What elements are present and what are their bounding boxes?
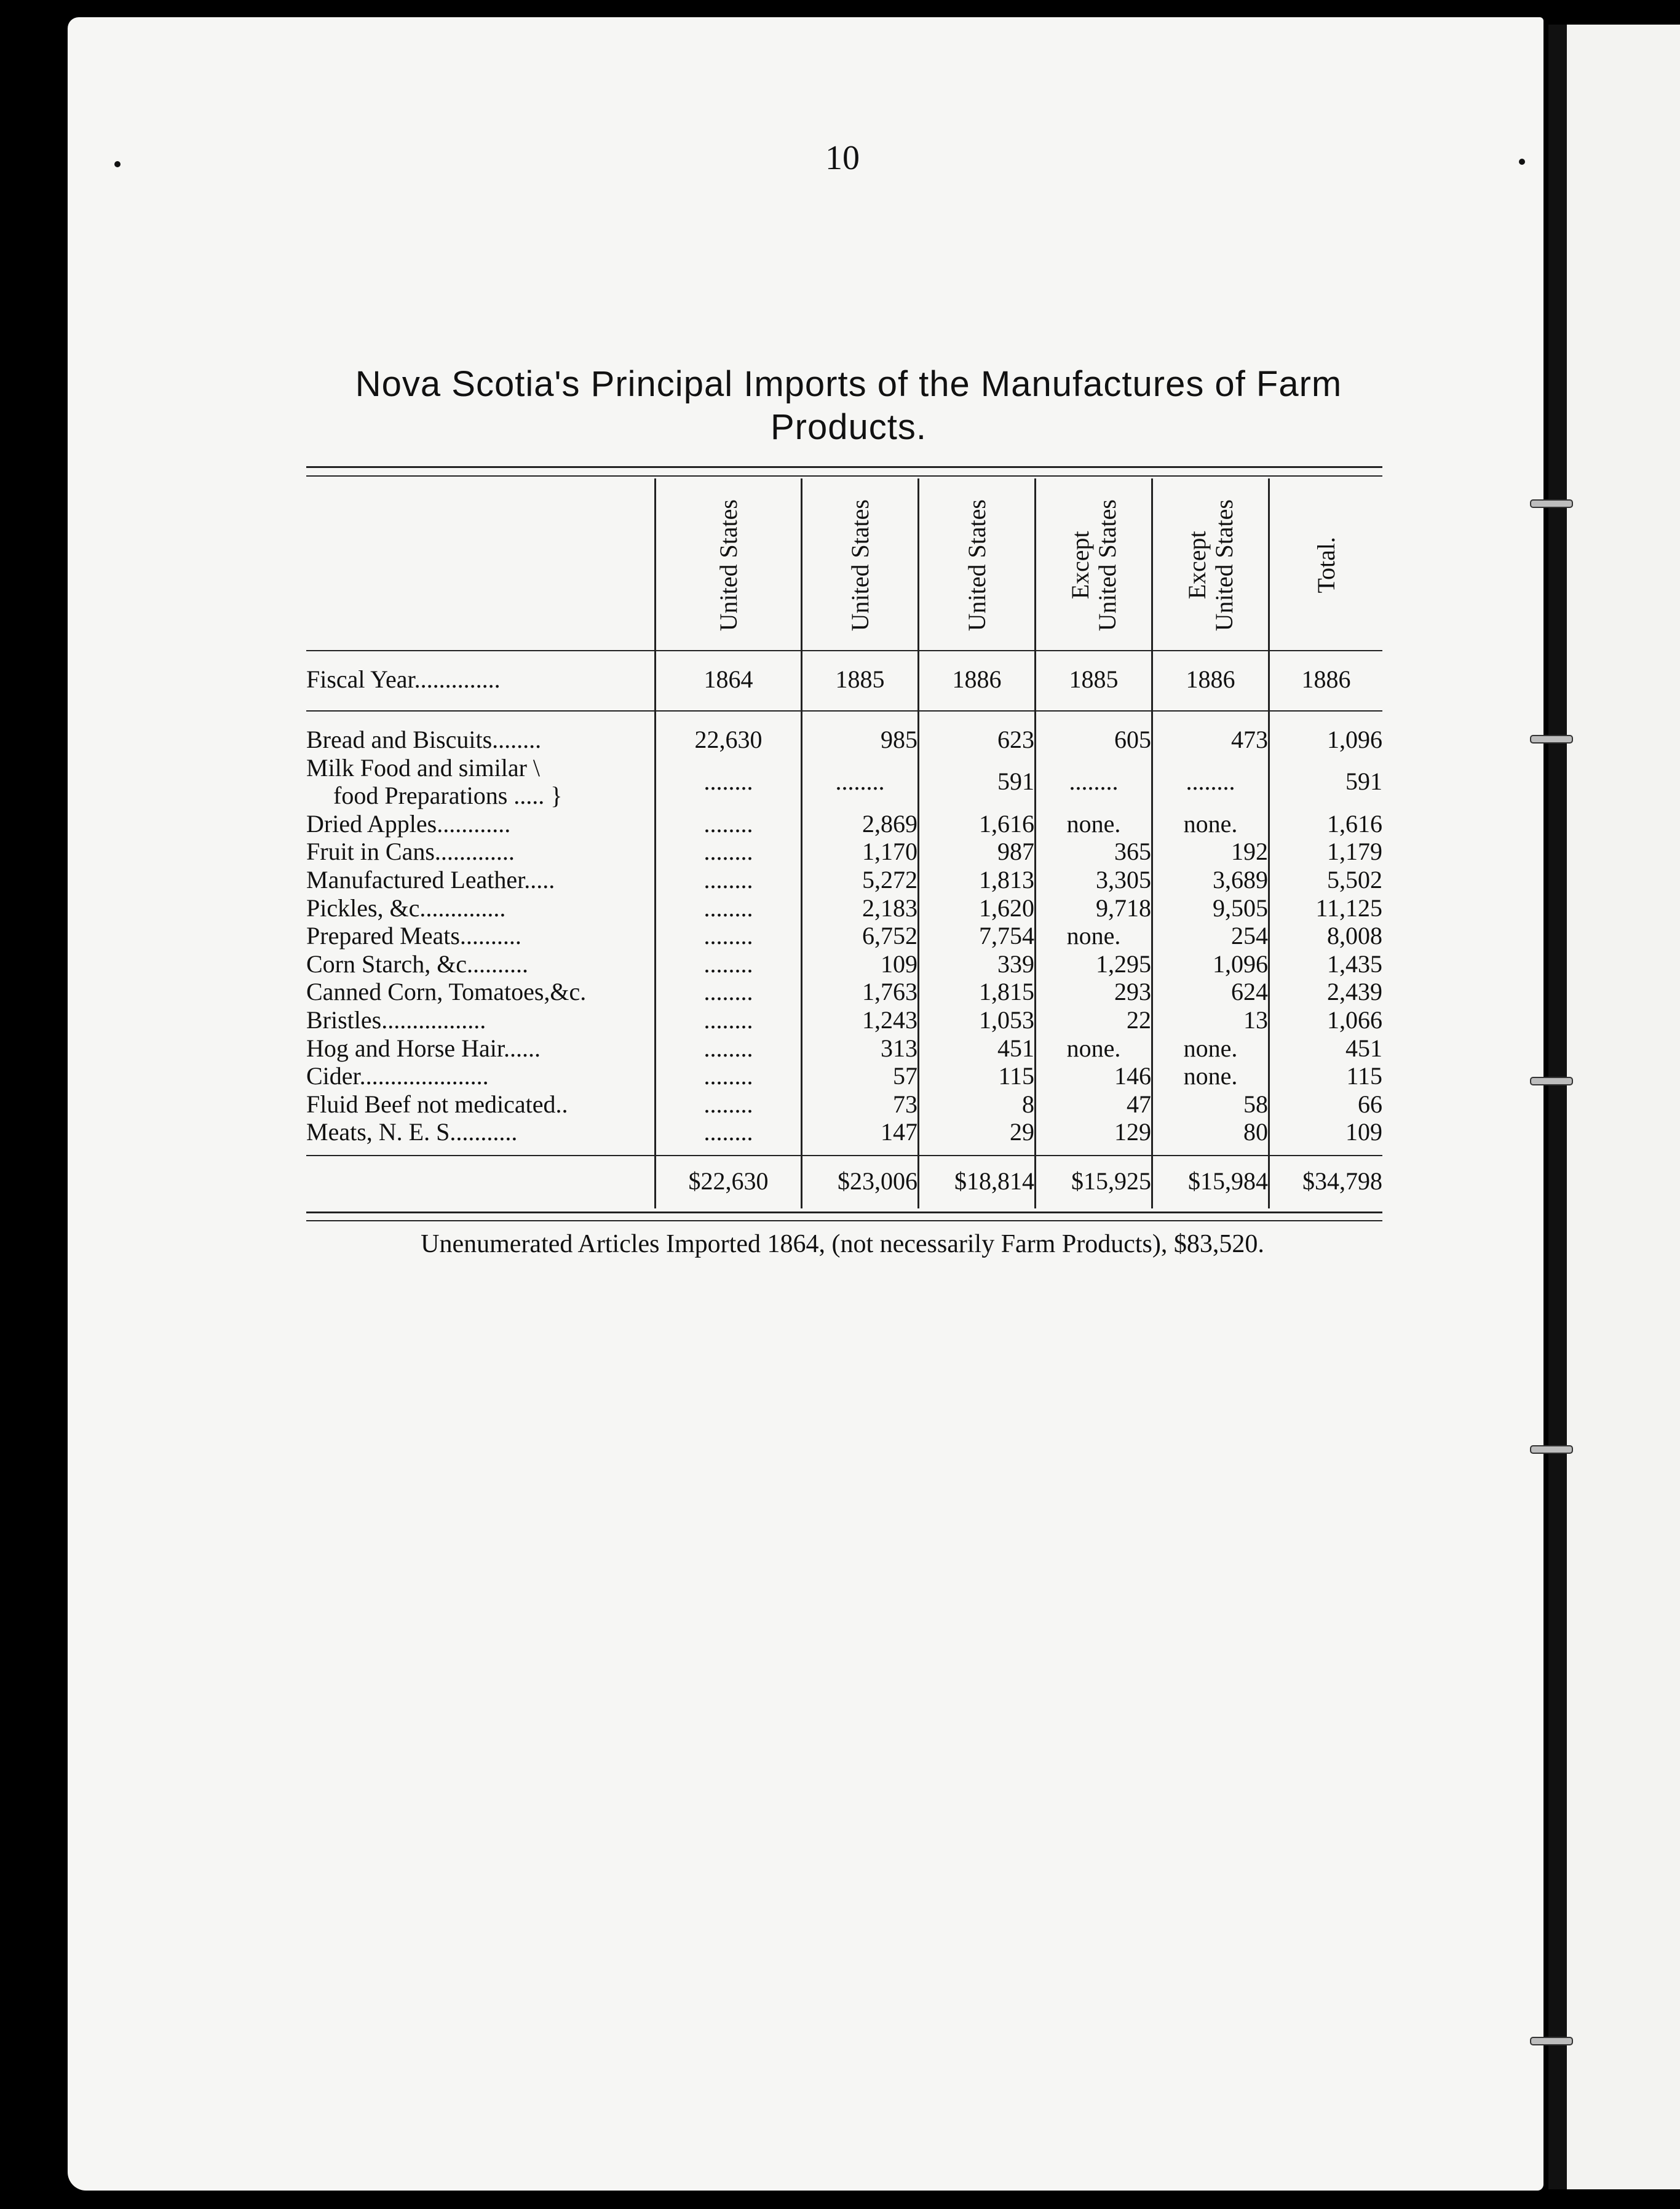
table-cell: 5,272 xyxy=(862,866,917,894)
table-cell: 987 xyxy=(997,838,1034,866)
table-cell: 1,170 xyxy=(862,838,917,866)
total-cell: $34,798 xyxy=(1302,1167,1382,1195)
column-header: Total. xyxy=(1312,537,1340,593)
table-cell: 80 xyxy=(1243,1118,1268,1146)
table-cell: 147 xyxy=(881,1118,917,1146)
fiscal-year-cell: 1886 xyxy=(1301,665,1351,693)
footnote: Unenumerated Articles Imported 1864, (not necessarily Farm Products), $83,520. xyxy=(421,1230,1264,1258)
table-cell: 8,008 xyxy=(1327,922,1382,950)
row-label: Fluid Beef not medicated.. xyxy=(306,1090,568,1118)
totals-rule xyxy=(306,1155,1382,1156)
total-cell: $22,630 xyxy=(688,1167,769,1195)
table-cell: 1,763 xyxy=(862,978,917,1006)
total-cell: $23,006 xyxy=(838,1167,917,1195)
table-cell: 1,179 xyxy=(1327,838,1382,866)
table-top-rule-inner xyxy=(306,475,1382,477)
table-cell: none. xyxy=(1183,1034,1238,1062)
table-cell: 1,620 xyxy=(979,894,1034,922)
table-cell: 591 xyxy=(1345,767,1382,796)
total-cell: $18,814 xyxy=(954,1167,1034,1195)
binding-stitch xyxy=(1530,1077,1573,1085)
table-cell: 13 xyxy=(1243,1006,1268,1034)
table-cell: 109 xyxy=(1345,1118,1382,1146)
fiscal-year-cell: 1886 xyxy=(952,665,1002,693)
table-title xyxy=(295,363,1402,449)
binding-stitch xyxy=(1530,2037,1573,2045)
table-cell: 29 xyxy=(1010,1118,1034,1146)
table-cell: 2,869 xyxy=(862,809,917,838)
table-cell: 6,752 xyxy=(862,922,917,950)
table-cell: 66 xyxy=(1358,1090,1382,1118)
table-cell: 8 xyxy=(1022,1090,1034,1118)
table-cell: 1,813 xyxy=(979,866,1034,894)
facing-page-edge xyxy=(1567,25,1680,2189)
year-rule xyxy=(306,710,1382,712)
total-cell: $15,925 xyxy=(1071,1167,1151,1195)
table-cell: 146 xyxy=(1114,1062,1151,1090)
table-cell: 591 xyxy=(997,767,1034,796)
table-cell: 9,505 xyxy=(1213,894,1268,922)
row-label-continued: food Preparations ..... } xyxy=(333,782,563,810)
scan-speck xyxy=(114,161,121,167)
table-cell: 365 xyxy=(1114,838,1151,866)
scan-speck xyxy=(1519,159,1525,165)
table-cell: 339 xyxy=(997,950,1034,978)
table-cell: 254 xyxy=(1231,922,1268,950)
table-top-rule xyxy=(306,466,1382,468)
table-cell: 22,630 xyxy=(694,726,763,753)
row-label: Fruit in Cans............. xyxy=(306,838,515,866)
table-cell: ........ xyxy=(703,767,753,796)
table-cell: 2,439 xyxy=(1327,978,1382,1006)
table-cell: 47 xyxy=(1127,1090,1151,1118)
table-cell: 1,815 xyxy=(979,978,1034,1006)
table-cell: 1,096 xyxy=(1213,950,1268,978)
table-cell: ........ xyxy=(703,1034,753,1062)
column-header: United States xyxy=(846,499,874,632)
table-cell: 985 xyxy=(881,726,917,753)
table-cell: 2,183 xyxy=(862,894,917,922)
table-cell: 9,718 xyxy=(1096,894,1151,922)
fiscal-year-cell: 1864 xyxy=(703,665,753,693)
table-cell: 57 xyxy=(893,1062,917,1090)
row-label: Manufactured Leather..... xyxy=(306,866,555,894)
title-line-2: Products. xyxy=(771,407,927,447)
binding-stitch xyxy=(1530,735,1573,744)
table-cell: 11,125 xyxy=(1315,894,1382,922)
fiscal-year-cell: 1885 xyxy=(1069,665,1119,693)
table-cell: 451 xyxy=(1345,1034,1382,1062)
table-cell: ........ xyxy=(703,894,753,922)
fiscal-year-label: Fiscal Year.............. xyxy=(306,665,501,693)
table-cell: 3,305 xyxy=(1096,866,1151,894)
page-binding-edge xyxy=(1548,25,1567,2189)
table-cell: none. xyxy=(1066,809,1121,838)
row-label: Corn Starch, &c.......... xyxy=(306,950,529,978)
row-label: Bristles................. xyxy=(306,1006,486,1034)
page-number: 10 xyxy=(825,139,860,177)
table-cell: none. xyxy=(1183,809,1238,838)
table-cell: ........ xyxy=(703,809,753,838)
table-cell: 129 xyxy=(1114,1118,1151,1146)
column-header: Except United States xyxy=(1066,499,1121,632)
table-cell: 1,616 xyxy=(1327,809,1382,838)
binding-stitch xyxy=(1530,499,1573,508)
table-cell: 451 xyxy=(997,1034,1034,1062)
binding-stitch xyxy=(1530,1445,1573,1454)
table-cell: 1,435 xyxy=(1327,950,1382,978)
table-cell: none. xyxy=(1066,922,1121,950)
column-header: United States xyxy=(714,499,742,632)
table-cell: 1,066 xyxy=(1327,1006,1382,1034)
row-label: Milk Food and similar \ xyxy=(306,753,540,782)
table-cell: 58 xyxy=(1243,1090,1268,1118)
row-label: Meats, N. E. S........... xyxy=(306,1118,518,1146)
table-cell: ........ xyxy=(703,1090,753,1118)
table-cell: none. xyxy=(1066,1034,1121,1062)
table-cell: 115 xyxy=(998,1062,1034,1090)
table-bottom-rule xyxy=(306,1212,1382,1213)
table-cell: 115 xyxy=(1346,1062,1382,1090)
table-cell: 3,689 xyxy=(1213,866,1268,894)
table-cell: ........ xyxy=(1186,767,1235,796)
table-cell: 605 xyxy=(1114,726,1151,753)
table-bottom-rule-inner xyxy=(306,1220,1382,1221)
table-cell: 624 xyxy=(1231,978,1268,1006)
row-label: Dried Apples............ xyxy=(306,809,511,838)
table-cell: ........ xyxy=(703,1062,753,1090)
table-cell: 1,616 xyxy=(979,809,1034,838)
table-cell: none. xyxy=(1183,1062,1238,1090)
table-cell: ........ xyxy=(703,838,753,866)
table-cell: 109 xyxy=(881,950,917,978)
column-header: United States xyxy=(962,499,991,632)
row-label: Cider..................... xyxy=(306,1062,489,1090)
table-cell: 313 xyxy=(881,1034,917,1062)
row-label: Canned Corn, Tomatoes,&c. xyxy=(306,978,587,1006)
table-cell: ........ xyxy=(1069,767,1119,796)
table-cell: ........ xyxy=(703,1118,753,1146)
table-cell: ........ xyxy=(703,950,753,978)
row-label: Pickles, &c.............. xyxy=(306,894,506,922)
row-label: Bread and Biscuits........ xyxy=(306,726,542,753)
table-cell: 192 xyxy=(1231,838,1268,866)
table-cell: ........ xyxy=(703,922,753,950)
row-label: Prepared Meats.......... xyxy=(306,922,521,950)
table-cell: 5,502 xyxy=(1327,866,1382,894)
total-cell: $15,984 xyxy=(1188,1167,1268,1195)
table-cell: ........ xyxy=(703,978,753,1006)
column-header: Except United States xyxy=(1183,499,1238,632)
table-cell: 623 xyxy=(997,726,1034,753)
row-label: Hog and Horse Hair...... xyxy=(306,1034,541,1062)
table-cell: 1,243 xyxy=(862,1006,917,1034)
table-cell: 293 xyxy=(1114,978,1151,1006)
table-cell: ........ xyxy=(703,866,753,894)
table-cell: 1,096 xyxy=(1327,726,1382,753)
table-cell: 22 xyxy=(1127,1006,1151,1034)
table-cell: 1,295 xyxy=(1096,950,1151,978)
table-cell: 473 xyxy=(1231,726,1268,753)
fiscal-year-cell: 1886 xyxy=(1186,665,1235,693)
table-cell: 7,754 xyxy=(979,922,1034,950)
title-line-1: Nova Scotia's Principal Imports of the Manufactures of Farm xyxy=(355,364,1342,404)
table-cell: ........ xyxy=(703,1006,753,1034)
table-cell: 1,053 xyxy=(979,1006,1034,1034)
table-cell: ........ xyxy=(835,767,885,796)
table-cell: 73 xyxy=(893,1090,917,1118)
fiscal-year-cell: 1885 xyxy=(835,665,885,693)
